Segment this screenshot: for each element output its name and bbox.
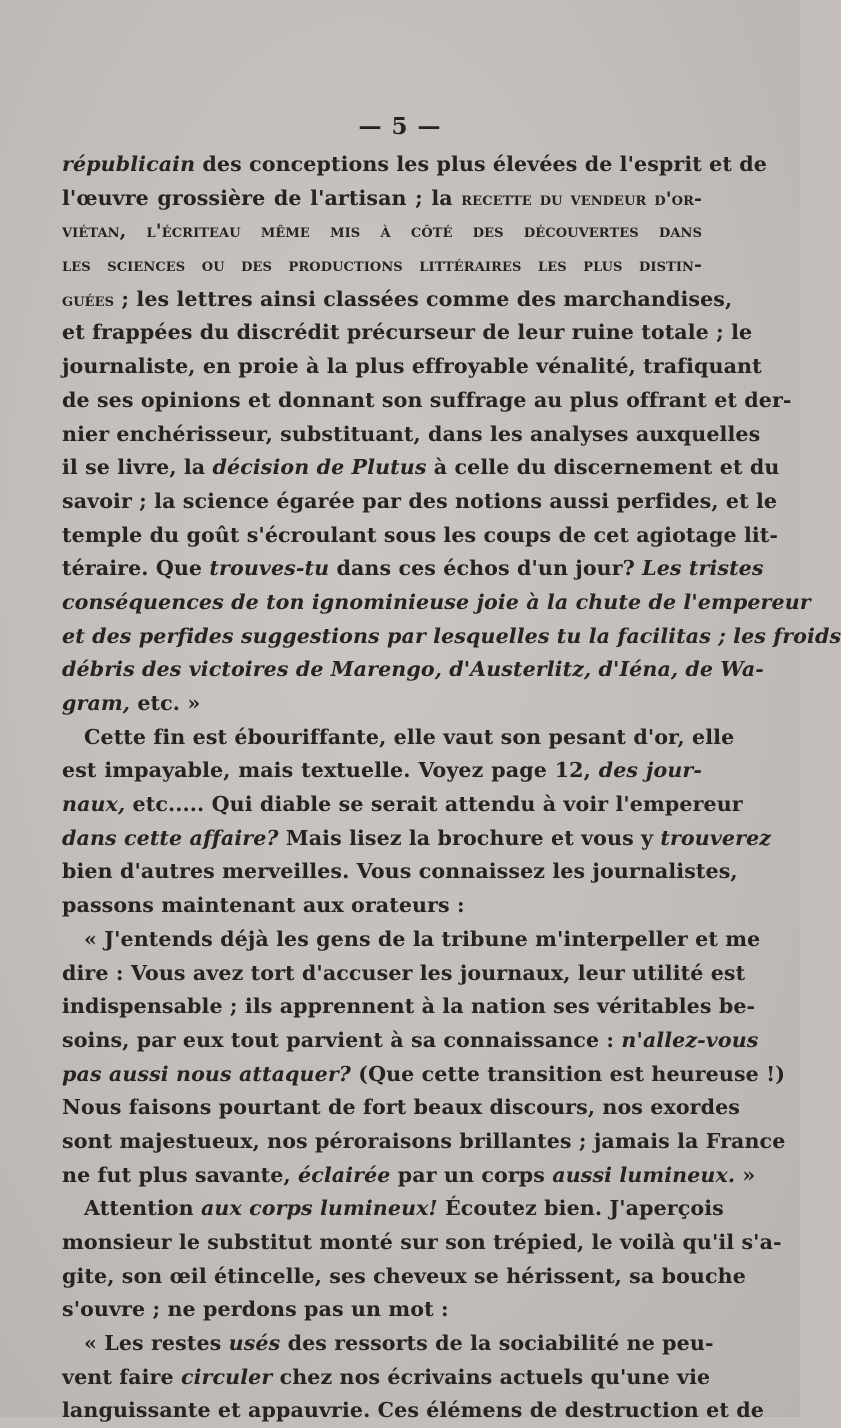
text-line: et frappées du discrédit précurseur de leur ruine totale ; le — [62, 320, 753, 345]
text-line: sont majestueux, nos péroraisons brillantes ; jamais la France — [62, 1128, 786, 1153]
text-line-segment: usés — [228, 1331, 281, 1356]
text-line-segment: gram, — [62, 691, 131, 715]
text-line-segment: trouverez — [660, 825, 772, 850]
text-line-segment: éclairée — [298, 1162, 391, 1187]
text-line: Cette fin est ébouriffante, elle vaut son pesant d'or, elle — [84, 724, 735, 749]
text-line: est impayable, mais textuelle. Voyez page 12, des jour- — [62, 758, 702, 783]
text-line: dans cette affaire? Mais lisez la brochure et vous y trouverez — [62, 825, 772, 850]
text-line: s'ouvre ; ne perdons pas un mot : — [62, 1297, 449, 1322]
text-line-segment: débris des victoires de Marengo, d'Austerlitz, d'Iéna, de Wa- — [62, 657, 764, 682]
text-line-segment: décision de Plutus — [212, 455, 427, 480]
text-line: Nous faisons pourtant de fort beaux discours, nos exordes — [62, 1095, 741, 1120]
text-line-segment: n'allez-vous — [621, 1027, 759, 1052]
page-number: — 5 — — [358, 113, 442, 140]
text-line: guées ; les lettres ainsi classées comme des marchandises, — [62, 286, 733, 311]
text-line-segment: recette du vendeur d'or- — [461, 187, 702, 210]
text-line: languissante et appauvrie. Ces élémens de destruction et de — [62, 1398, 764, 1423]
text-line: les sciences ou des productions littéraires les plus distin- — [62, 254, 702, 277]
text-line-segment: guées — [62, 288, 115, 311]
text-line: gite, son œil étincelle, ses cheveux se hérissent, sa bouche — [62, 1263, 746, 1288]
text-line — [62, 653, 764, 687]
text-line: républicain des conceptions les plus élevées de l'esprit et de — [62, 152, 767, 176]
text-line-segment: circuler — [180, 1364, 273, 1389]
text-line: pas aussi nous attaquer? (Que cette transition est heureuse !) — [62, 1061, 786, 1086]
text-line: dire : Vous avez tort d'accuser les journaux, leur utilité est — [62, 960, 746, 985]
text-line: « Les restes usés des ressorts de la sociabilité ne peu- — [84, 1331, 714, 1356]
text-line: soins, par eux tout parvient à sa connaissance : n'allez-vous — [62, 1027, 759, 1052]
text-line-segment: aux corps lumineux! — [200, 1196, 438, 1221]
text-line-segment: naux, — [62, 792, 126, 817]
text-line: indispensable ; ils apprennent à la nation ses véritables be- — [62, 994, 756, 1019]
text-line-segment: dans cette affaire? — [62, 825, 279, 850]
text-line: « J'entends déjà les gens de la tribune m'interpeller et me — [84, 926, 761, 951]
text-line: l'œuvre grossière de l'artisan ; la recette du vendeur d'or- — [62, 185, 702, 210]
text-line — [62, 620, 841, 654]
text-line-segment: des jour- — [598, 758, 702, 783]
text-line: bien d'autres merveilles. Vous connaissez les journalistes, — [62, 859, 738, 884]
body-text — [62, 148, 841, 1428]
text-line: il se livre, la décision de Plutus à celle du discernement et du — [62, 455, 780, 480]
text-line: journaliste, en proie à la plus effroyable vénalité, trafiquant — [62, 354, 762, 379]
text-line-segment: républicain — [62, 152, 196, 176]
text-line-segment: pas aussi nous attaquer? — [62, 1061, 351, 1086]
text-line: vent faire circuler chez nos écrivains actuels qu'une vie — [62, 1364, 711, 1389]
text-line — [62, 586, 811, 620]
text-line: gram, etc. » — [62, 691, 201, 715]
text-line: savoir ; la science égarée par des notions aussi perfides, et le — [62, 488, 778, 513]
text-line-segment: conséquences de ton ignominieuse joie à la chute de l'empereur — [62, 589, 811, 614]
text-line: passons maintenant aux orateurs : — [62, 893, 465, 918]
text-line-segment: trouves-tu — [209, 556, 330, 581]
text-line: nier enchérisseur, substituant, dans les analyses auxquelles — [62, 421, 761, 446]
text-line: temple du goût s'écroulant sous les coups de cet agiotage lit- — [62, 522, 779, 547]
text-line: de ses opinions et donnant son suffrage au plus offrant et der- — [62, 387, 792, 412]
text-line: téraire. Que trouves-tu dans ces échos d'un jour? Les tristes — [62, 556, 764, 581]
text-line: Attention aux corps lumineux! Écoutez bien. J'aperçois — [84, 1196, 724, 1221]
text-line-segment: Les tristes — [642, 556, 764, 581]
text-line-segment: aussi lumineux. — [552, 1162, 736, 1187]
text-line: viétan, l'écriteau même mis à côté des découvertes dans — [62, 220, 702, 243]
text-line-segment: et des perfides suggestions par lesquelles tu la facilitas ; les froids — [62, 623, 841, 648]
text-line: naux, etc..... Qui diable se serait attendu à voir l'empereur — [62, 792, 743, 817]
text-line: monsieur le substitut monté sur son trépied, le voilà qu'il s'a- — [62, 1230, 782, 1254]
text-line: ne fut plus savante, éclairée par un corps aussi lumineux. » — [62, 1162, 756, 1187]
